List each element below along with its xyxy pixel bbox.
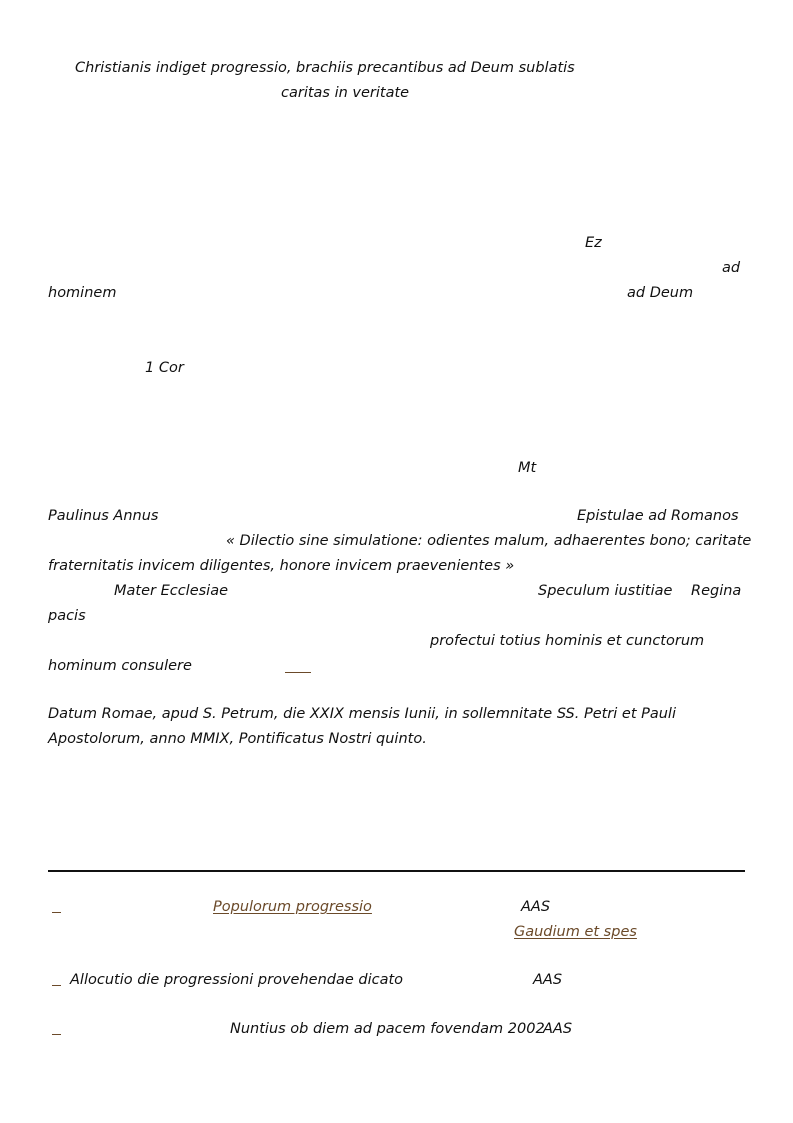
footnote-2-aas: AAS	[533, 972, 563, 988]
quote-line-1: « Dilectio sine simulatione: odientes malum, adhaerentes bono; caritate	[226, 533, 752, 549]
footnote-divider	[48, 870, 745, 872]
footnote-1-aas: AAS	[521, 899, 551, 915]
citation-cor: 1 Cor	[145, 360, 184, 376]
datum-line-1: Datum Romae, apud S. Petrum, die XXIX mensis Iunii, in sollemnitate SS. Petri et Pauli	[48, 706, 676, 722]
datum-line-2: Apostolorum, anno MMIX, Pontificatus Nostri quinto.	[48, 731, 427, 747]
text-regina: Regina	[691, 583, 742, 599]
footnote-1-marker[interactable]	[52, 912, 61, 913]
footnote-3-text: Nuntius ob diem ad pacem fovendam 2002	[230, 1021, 545, 1037]
text-profectui: profectui totius hominis et cunctorum	[430, 633, 705, 649]
text-mater: Mater Ecclesiae	[114, 583, 229, 599]
heading-line: Christianis indiget progressio, brachiis precantibus ad Deum sublatis	[75, 60, 575, 76]
quote-line-2: fraternitatis invicem diligentes, honore invicem praevenientes »	[48, 558, 515, 574]
footnote-1-link-2[interactable]: Gaudium et spes	[514, 924, 637, 940]
citation-mt: Mt	[518, 460, 537, 476]
text-epistulae: Epistulae ad Romanos	[577, 508, 739, 524]
text-ad: ad	[722, 260, 741, 276]
text-hominem: hominem	[48, 285, 117, 301]
footnote-2-marker[interactable]	[52, 985, 61, 986]
text-ad-deum: ad Deum	[627, 285, 694, 301]
text-pacis: pacis	[48, 608, 86, 624]
footnote-2-text: Allocutio die progressioni provehendae dicato	[70, 972, 404, 988]
footnote-3-marker[interactable]	[52, 1034, 61, 1035]
footnote-1-link[interactable]: Populorum progressio	[213, 899, 372, 915]
citation-ez: Ez	[585, 235, 602, 251]
footnote-3-aas: AAS	[543, 1021, 573, 1037]
text-paulinus: Paulinus Annus	[48, 508, 159, 524]
text-speculum: Speculum iustitiae	[538, 583, 673, 599]
subheading-line: caritas in veritate	[281, 85, 410, 101]
footnote-ref-link[interactable]	[285, 672, 311, 673]
text-hominum: hominum consulere	[48, 658, 192, 674]
